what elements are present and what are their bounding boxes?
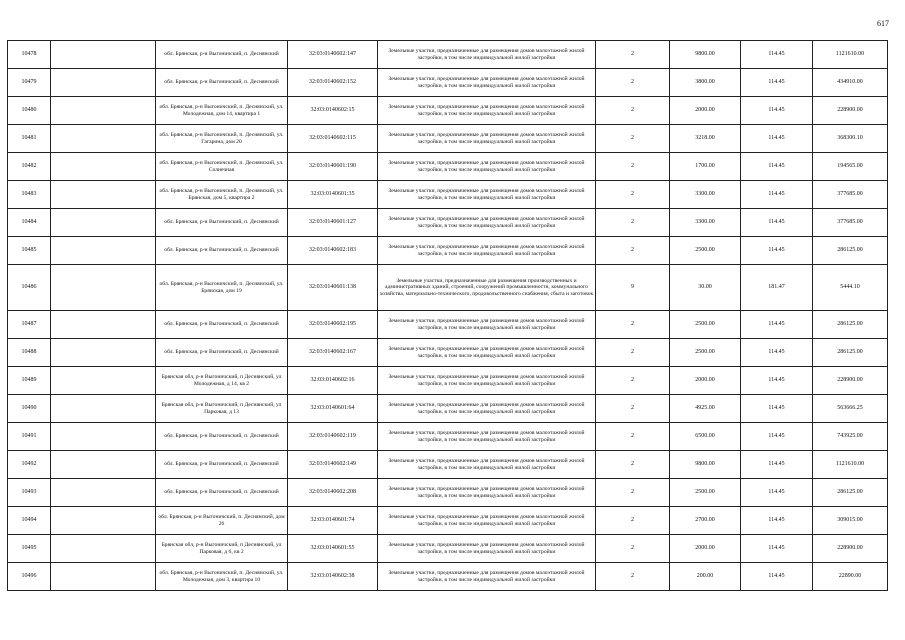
cell-area: 2500.00 [670,237,741,265]
cell-specific-value: 114.45 [741,367,813,395]
cell-empty [51,41,156,69]
cell-cadastral-value: 194565.00 [813,153,888,181]
cell-empty [51,423,156,451]
cell-group: 2 [596,479,670,507]
cell-cadastral-number: 32:03:0140602:152 [288,69,378,97]
cell-land-use: Земельные участки, предназначенные для размещения домов малоэтажной жилой застройки, в том числе индивидуальной жилой застройки [378,339,596,367]
cell-land-use: Земельные участки, предназначенные для размещения домов малоэтажной жилой застройки, в том числе индивидуальной жилой застройки [378,125,596,153]
cell-cadastral-number: 32:03:0140602:208 [288,479,378,507]
cell-specific-value: 114.45 [741,339,813,367]
table-row [8,479,888,507]
cell-group: 2 [596,395,670,423]
cell-record-number: 10485 [8,237,51,265]
cell-specific-value: 114.45 [741,125,813,153]
cell-address: обл. Брянская, р-н Выгоничский, п. Деснянский [156,237,288,265]
table-row [8,507,888,535]
cell-land-use: Земельные участки, предназначенные для размещения домов малоэтажной жилой застройки, в том числе индивидуальной жилой застройки [378,507,596,535]
table-row [8,181,888,209]
cell-cadastral-value: 309015.00 [813,507,888,535]
cell-record-number: 10482 [8,153,51,181]
cell-land-use: Земельные участки, предназначенные для размещения домов малоэтажной жилой застройки, в том числе индивидуальной жилой застройки [378,209,596,237]
cell-group: 2 [596,209,670,237]
cell-area: 30.00 [670,265,741,311]
cell-empty [51,265,156,311]
cell-group: 2 [596,311,670,339]
cell-empty [51,563,156,591]
cell-cadastral-number: 32:03:0140601:190 [288,153,378,181]
cell-group: 2 [596,237,670,265]
cell-group: 2 [596,41,670,69]
cell-area: 2500.00 [670,339,741,367]
table-row [8,97,888,125]
cell-cadastral-number: 32:03:0140601:138 [288,265,378,311]
cell-area: 2000.00 [670,367,741,395]
table-row [8,69,888,97]
cell-cadastral-value: 286125.00 [813,311,888,339]
cell-empty [51,451,156,479]
cell-cadastral-value: 228900.00 [813,535,888,563]
cell-specific-value: 114.45 [741,209,813,237]
cell-group: 2 [596,339,670,367]
cell-empty [51,479,156,507]
cell-address: Брянская обл, р-н Выгоничский, п Деснянский, ул Парковая, д 13 [156,395,288,423]
cell-empty [51,237,156,265]
cell-group: 2 [596,535,670,563]
cell-group: 2 [596,181,670,209]
cell-address: обл. Брянская, р-н Выгоничский, п. Деснянский, ул. Брянская, дом 19 [156,265,288,311]
cell-address: Брянская обл, р-н Выгоничский, п Деснянский, ул Парковая, д 6, кв 2 [156,535,288,563]
cell-land-use: Земельные участки, предназначенные для размещения домов малоэтажной жилой застройки, в том числе индивидуальной жилой застройки [378,41,596,69]
cadastral-register-table [7,40,888,591]
table-row [8,367,888,395]
cell-cadastral-value: 5444.10 [813,265,888,311]
cell-cadastral-number: 32:03:0140602:149 [288,451,378,479]
cell-cadastral-value: 286125.00 [813,237,888,265]
cell-empty [51,125,156,153]
cell-address: обл. Брянская, р-н Выгоничский, п. Деснянский [156,209,288,237]
cell-specific-value: 114.45 [741,479,813,507]
cell-empty [51,339,156,367]
cell-cadastral-number: 32:03:0140602:115 [288,125,378,153]
cell-area: 2500.00 [670,479,741,507]
cell-record-number: 10484 [8,209,51,237]
cell-cadastral-value: 286125.00 [813,479,888,507]
cell-cadastral-value: 1121610.00 [813,41,888,69]
cell-address: обл. Брянская, р-н Выгоничский, п. Деснянский [156,311,288,339]
cell-area: 4925.00 [670,395,741,423]
cell-record-number: 10491 [8,423,51,451]
cell-cadastral-value: 228900.00 [813,97,888,125]
cell-land-use: Земельные участки, предназначенные для размещения домов малоэтажной жилой застройки, в том числе индивидуальной жилой застройки [378,69,596,97]
cell-area: 2700.00 [670,507,741,535]
cell-record-number: 10486 [8,265,51,311]
cell-specific-value: 114.45 [741,97,813,125]
table-row [8,209,888,237]
cell-cadastral-number: 32:03:0140602:147 [288,41,378,69]
table-row [8,423,888,451]
table-row [8,125,888,153]
cell-land-use: Земельные участки, предназначенные для размещения домов малоэтажной жилой застройки, в том числе индивидуальной жилой застройки [378,451,596,479]
cell-area: 1700.00 [670,153,741,181]
cell-group: 2 [596,153,670,181]
cell-address: обл. Брянская, р-н Выгоничский, п. Деснянский, ул. Солнечная [156,153,288,181]
table-row [8,339,888,367]
table-row [8,41,888,69]
cell-address: обл. Брянская, р-н Выгоничский, п. Деснянский, ул. Молодежная, дом 3, квартира 10 [156,563,288,591]
cell-cadastral-value: 563666.25 [813,395,888,423]
cell-empty [51,209,156,237]
cell-address: обл. Брянская, р-н Выгоничский, п. Деснянский [156,69,288,97]
cell-record-number: 10495 [8,535,51,563]
cell-land-use: Земельные участки, предназначенные для размещения домов малоэтажной жилой застройки, в том числе индивидуальной жилой застройки [378,535,596,563]
cell-record-number: 10490 [8,395,51,423]
cell-cadastral-number: 32:03:0140602:38 [288,563,378,591]
cell-group: 2 [596,97,670,125]
cell-group: 2 [596,507,670,535]
cell-empty [51,153,156,181]
cell-area: 2000.00 [670,535,741,563]
cell-address: обл. Брянская, р-н Выгоничский, п. Деснянский, ул. Молодежная, дом 14, квартира 1 [156,97,288,125]
cell-area: 6500.00 [670,423,741,451]
cell-area: 3300.00 [670,209,741,237]
cell-cadastral-number: 32:03:0140602:15 [288,97,378,125]
cell-specific-value: 114.45 [741,451,813,479]
cell-address: обл. Брянская, р-н Выгоничский, п. Деснянский, ул. Брянская, дом 5, квартира 2 [156,181,288,209]
cell-area: 3218.00 [670,125,741,153]
cell-land-use: Земельные участки, предназначенные для размещения домов малоэтажной жилой застройки, в том числе индивидуальной жилой застройки [378,423,596,451]
cell-cadastral-number: 32:03:0140601:127 [288,209,378,237]
cell-specific-value: 114.45 [741,535,813,563]
cell-empty [51,395,156,423]
cell-land-use: Земельные участки, предназначенные для размещения домов малоэтажной жилой застройки, в том числе индивидуальной жилой застройки [378,479,596,507]
cell-area: 200.00 [670,563,741,591]
cell-group: 2 [596,423,670,451]
table-row [8,395,888,423]
cell-area: 3300.00 [670,181,741,209]
cell-group: 2 [596,125,670,153]
cell-cadastral-value: 1121610.00 [813,451,888,479]
table-row [8,563,888,591]
cell-empty [51,535,156,563]
cell-specific-value: 114.45 [741,69,813,97]
cell-area: 3800.00 [670,69,741,97]
cell-cadastral-value: 377685.00 [813,209,888,237]
cell-cadastral-value: 377685.00 [813,181,888,209]
cell-land-use: Земельные участки, предназначенные для размещения домов малоэтажной жилой застройки, в том числе индивидуальной жилой застройки [378,367,596,395]
cell-area: 9800.00 [670,451,741,479]
cell-record-number: 10480 [8,97,51,125]
cell-specific-value: 114.45 [741,153,813,181]
cell-area: 2000.00 [670,97,741,125]
cell-record-number: 10483 [8,181,51,209]
cell-group: 2 [596,451,670,479]
cell-empty [51,507,156,535]
cell-specific-value: 114.45 [741,181,813,209]
cell-empty [51,311,156,339]
cell-cadastral-number: 32:03:0140601:74 [288,507,378,535]
cell-address: Брянская обл, р-н Выгоничский, п Деснянский, ул Молодежная, д 14, кв 2 [156,367,288,395]
cell-empty [51,367,156,395]
cell-empty [51,181,156,209]
cell-record-number: 10494 [8,507,51,535]
cell-cadastral-number: 32:03:0140601:35 [288,181,378,209]
cell-area: 9800.00 [670,41,741,69]
cell-address: обл. Брянская, р-н Выгоничский, п. Деснянский [156,339,288,367]
cell-specific-value: 114.45 [741,507,813,535]
cell-address: обл. Брянская, р-н Выгоничский, п. Деснянский [156,479,288,507]
cell-address: обл. Брянская, р-н Выгоничский, п. Деснянский, ул. Гагарина, дом 20 [156,125,288,153]
cell-address: обл. Брянская, р-н Выгоничский, п. Деснянский [156,451,288,479]
cell-empty [51,97,156,125]
cell-group: 2 [596,563,670,591]
page-number: 617 [877,19,889,28]
cell-land-use: Земельные участки, предназначенные для размещения домов малоэтажной жилой застройки, в том числе индивидуальной жилой застройки [378,311,596,339]
cell-record-number: 10481 [8,125,51,153]
cell-record-number: 10489 [8,367,51,395]
cell-cadastral-number: 32:03:0140602:16 [288,367,378,395]
cell-area: 2500.00 [670,311,741,339]
cell-cadastral-value: 22890.00 [813,563,888,591]
register-body [8,41,888,591]
cell-cadastral-number: 32:03:0140601:64 [288,395,378,423]
cell-land-use: Земельные участки, предназначенные для размещения домов малоэтажной жилой застройки, в том числе индивидуальной жилой застройки [378,97,596,125]
cell-cadastral-value: 434910.00 [813,69,888,97]
cell-record-number: 10493 [8,479,51,507]
cell-specific-value: 114.45 [741,311,813,339]
cell-record-number: 10487 [8,311,51,339]
cell-land-use: Земельные участки, предназначенные для размещения домов малоэтажной жилой застройки, в том числе индивидуальной жилой застройки [378,237,596,265]
cell-cadastral-number: 32:03:0140602:195 [288,311,378,339]
cell-specific-value: 114.45 [741,563,813,591]
cell-specific-value: 181.47 [741,265,813,311]
cell-record-number: 10492 [8,451,51,479]
table-row [8,153,888,181]
cell-record-number: 10478 [8,41,51,69]
cell-record-number: 10496 [8,563,51,591]
cell-cadastral-value: 743925.00 [813,423,888,451]
cell-empty [51,69,156,97]
cell-specific-value: 114.45 [741,423,813,451]
cell-address: обл. Брянская, р-н Выгоничский, п. Деснянский [156,41,288,69]
table-row [8,237,888,265]
cell-record-number: 10479 [8,69,51,97]
cell-group: 2 [596,69,670,97]
table-row [8,535,888,563]
cell-land-use: Земельные участки, предназначенные для размещения домов малоэтажной жилой застройки, в том числе индивидуальной жилой застройки [378,153,596,181]
cell-record-number: 10488 [8,339,51,367]
table-row [8,451,888,479]
cell-specific-value: 114.45 [741,237,813,265]
cell-land-use: Земельные участки, предназначенные для размещения домов малоэтажной жилой застройки, в том числе индивидуальной жилой застройки [378,181,596,209]
cell-cadastral-number: 32:03:0140602:167 [288,339,378,367]
cell-land-use: Земельные участки, предназначенные для размещения домов малоэтажной жилой застройки, в том числе индивидуальной жилой застройки [378,563,596,591]
cell-group: 2 [596,367,670,395]
cell-group: 9 [596,265,670,311]
cell-specific-value: 114.45 [741,395,813,423]
cell-cadastral-value: 368300.10 [813,125,888,153]
cell-cadastral-value: 228900.00 [813,367,888,395]
cell-address: обл. Брянская, р-н Выгоничский, п. Деснянский [156,423,288,451]
cell-cadastral-value: 286125.00 [813,339,888,367]
table-row [8,265,888,311]
cell-land-use: Земельные участки, предназначенные для размещения производственных и административных зданий, строений, сооружений промышленности, коммунального хозяйства, материально-технического, продовольственного снабжения, сбыта и заготовок [378,265,596,311]
cell-address: обл. Брянская, р-н Выгоничский, п. Деснянский, дом 26 [156,507,288,535]
cell-cadastral-number: 32:03:0140601:55 [288,535,378,563]
cell-cadastral-number: 32:03:0140602:119 [288,423,378,451]
table-row [8,311,888,339]
cell-cadastral-number: 32:03:0140602:183 [288,237,378,265]
cell-land-use: Земельные участки, предназначенные для размещения домов малоэтажной жилой застройки, в том числе индивидуальной жилой застройки [378,395,596,423]
cell-specific-value: 114.45 [741,41,813,69]
